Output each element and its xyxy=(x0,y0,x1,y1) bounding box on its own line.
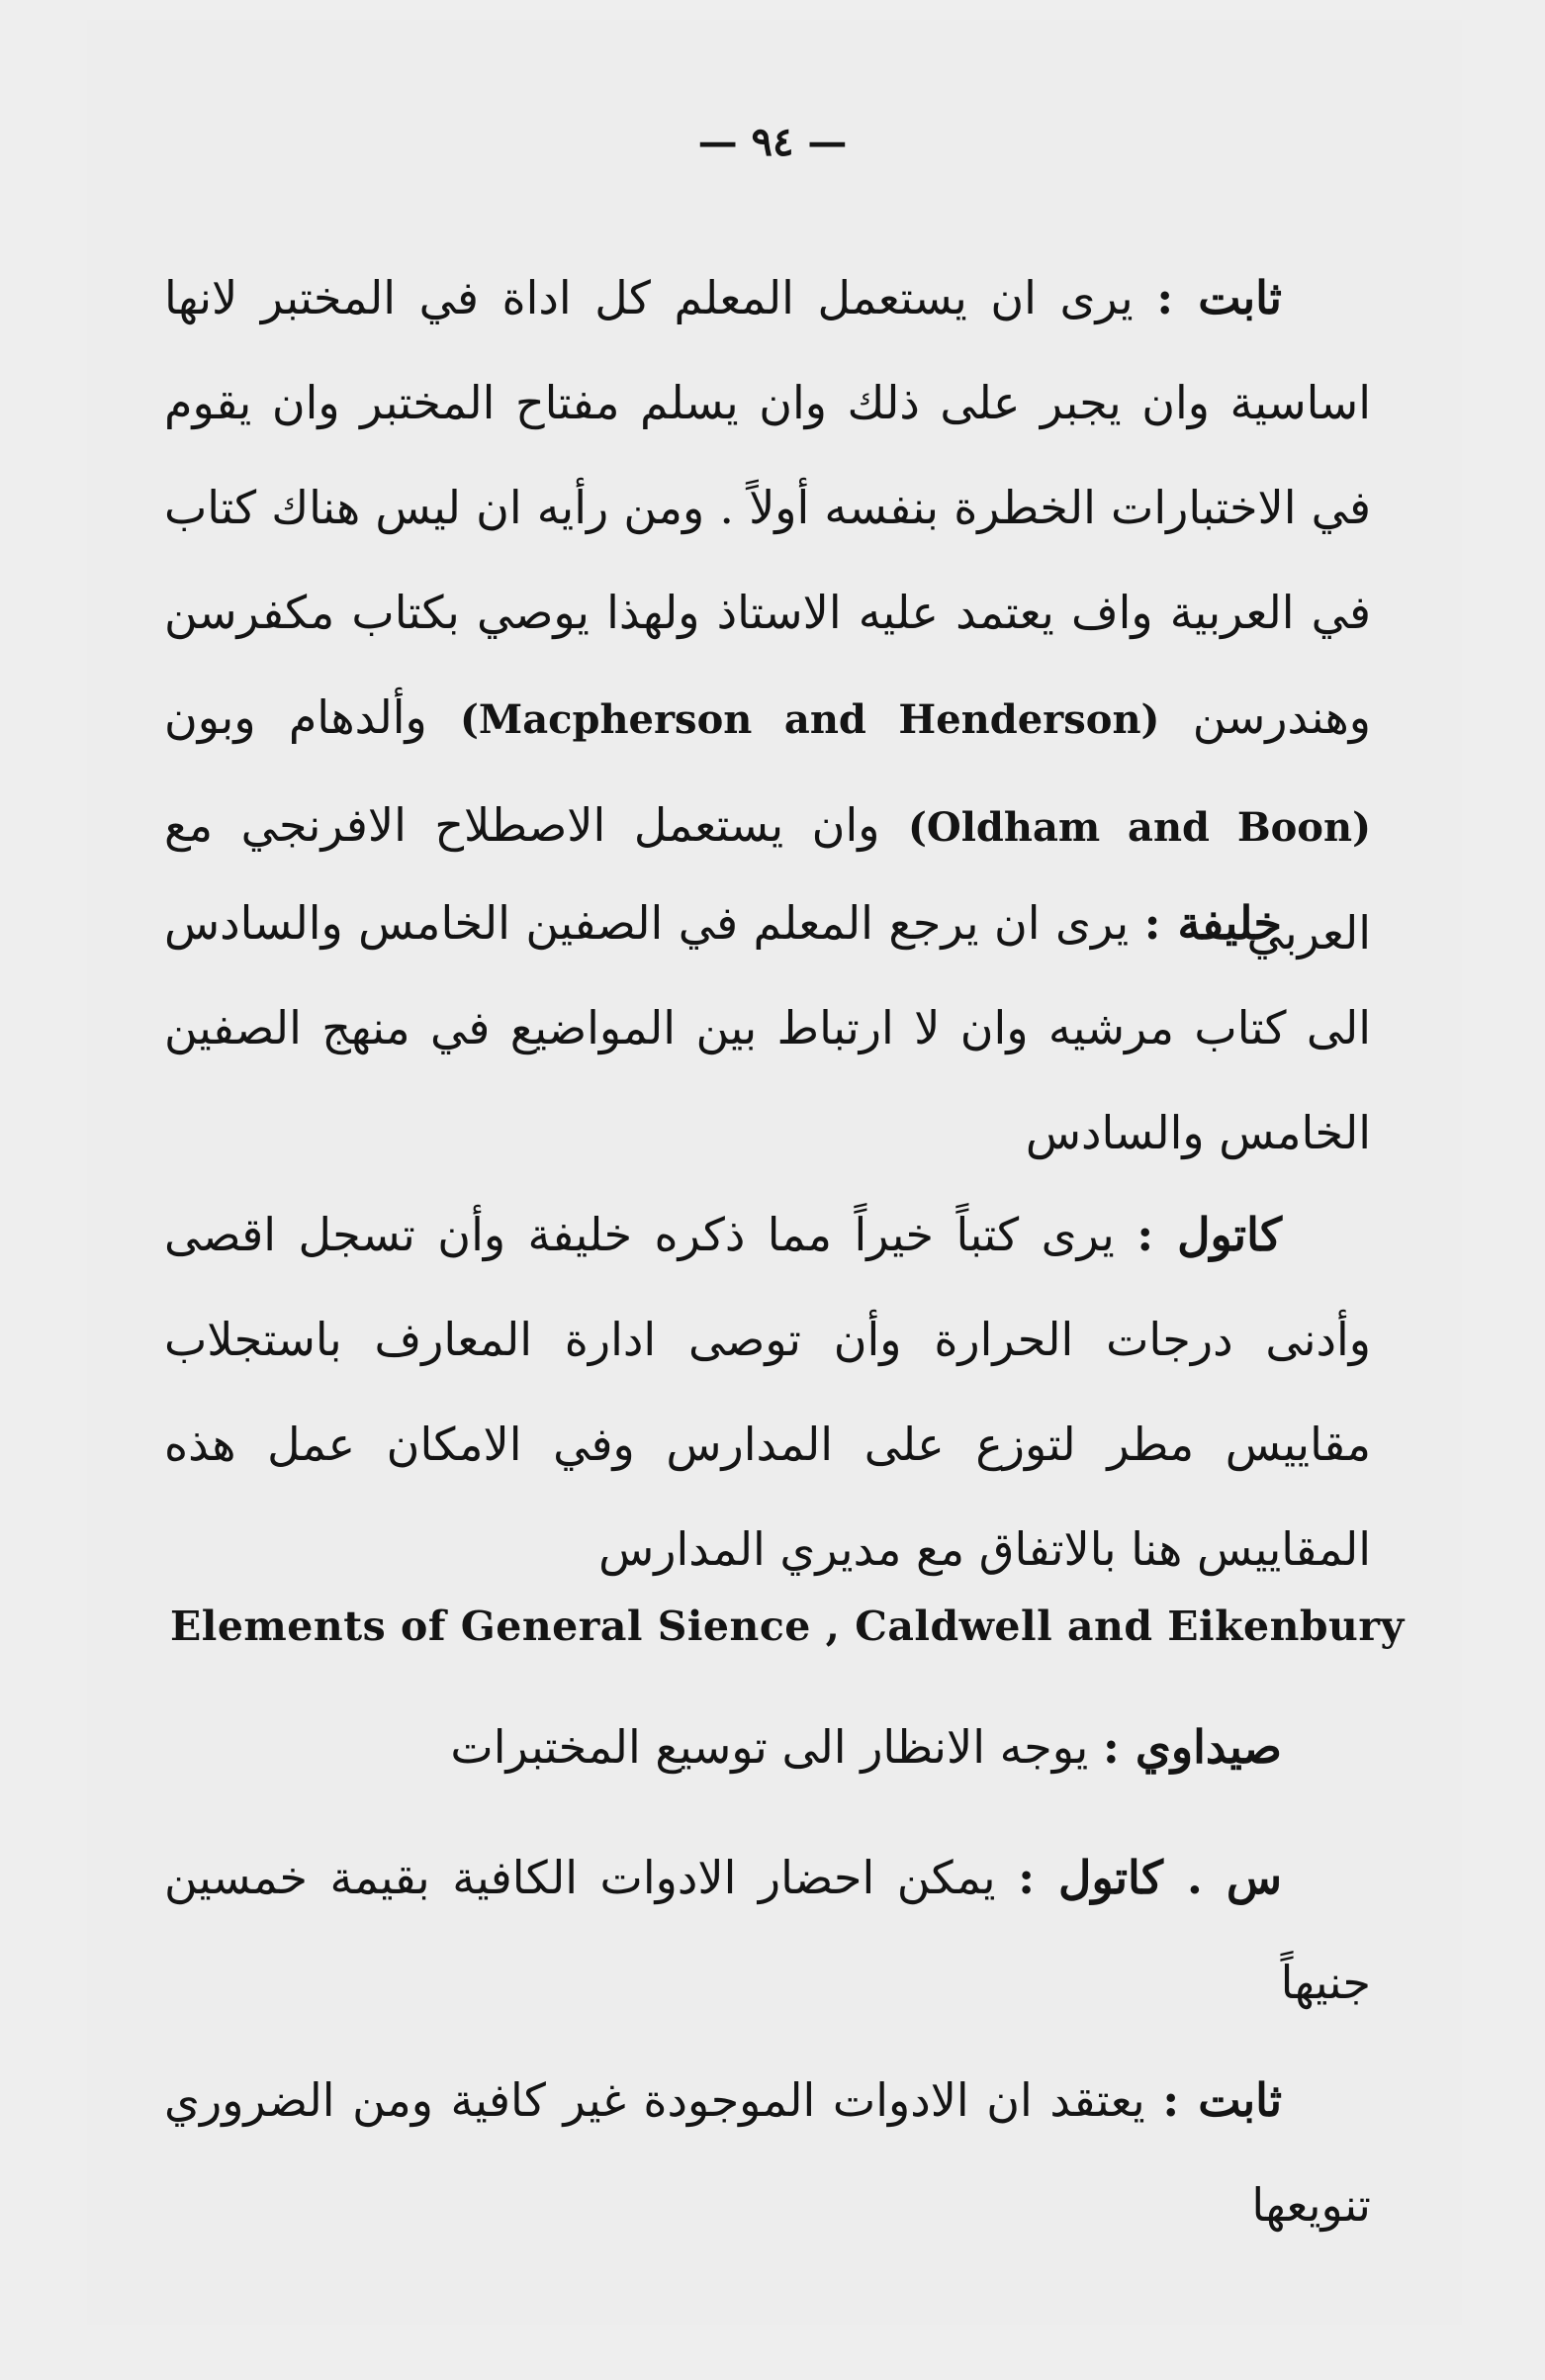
paragraph-text: يمكن احضار الادوات الكافية بقيمة خمسين جنيهاً xyxy=(164,1851,1371,2009)
paragraph-text: يعتقد ان الادوات الموجودة غير كافية ومن الضروري تنويعها xyxy=(164,2073,1371,2232)
paragraph-text-mid: وألدهام وبون xyxy=(164,690,427,744)
reference-oldham-boon: (Oldham and Boon) xyxy=(907,804,1371,851)
paragraph-khalifa xyxy=(164,870,1371,1185)
speaker-label: ثابت : xyxy=(1162,2073,1282,2127)
paragraph-text: يوجه الانظار الى توسيع المختبرات xyxy=(450,1720,1089,1774)
paragraph-s-katoul xyxy=(164,1825,1371,2035)
paragraph-saidawi xyxy=(164,1694,1371,1799)
speaker-label: صيداوي : xyxy=(1102,1720,1282,1774)
paragraph-text-tail: وان يستعمل الاصطلاح الافرنجي مع العربي xyxy=(164,798,1371,960)
speaker-label: س . كاتول : xyxy=(1018,1851,1282,1904)
speaker-label: خليفة : xyxy=(1143,896,1282,950)
page-number: — ٩٤ — xyxy=(697,119,848,165)
paragraph-thabet-2 xyxy=(164,2048,1371,2257)
reference-macpherson-henderson: (Macpherson and Henderson) xyxy=(460,696,1160,743)
paragraph-text: يرى ان يرجع المعلم في الصفين الخامس والسادس الى كتاب مرشيه وان لا ارتباط بين المواضيع في منهج الصفين الخامس والسادس xyxy=(164,896,1371,1159)
paragraph-text: يرى ان يستعمل المعلم كل اداة في المختبر لانها اساسية وان يجبر على ذلك وان يسلم مفتاح المختبر وان يقوم في الاختبارات الخطرة بنفسه أولاً . ومن رأيه ان ليس هناك كتاب في العربية واف يعتمد عليه الاستاذ ولهذا يوصي بكتاب مكفرسن وهندرسن xyxy=(164,271,1371,744)
speaker-label: كاتول : xyxy=(1136,1208,1282,1261)
paragraph-text: يرى كتباً خيراً مما ذكره خليفة وأن تسجل اقصى وأدنى درجات الحرارة وأن توصى ادارة المعارف باستجلاب مقاييس مطر لتوزع على المدارس وفي الامكان عمل هذه المقاييس هنا بالاتفاق مع مديري المدارس xyxy=(164,1208,1371,1576)
speaker-label: ثابت : xyxy=(1156,271,1282,324)
book-reference: Elements of General Sience , Caldwell and Eikenbury xyxy=(170,1602,1405,1650)
paragraph-katoul xyxy=(164,1182,1371,1602)
